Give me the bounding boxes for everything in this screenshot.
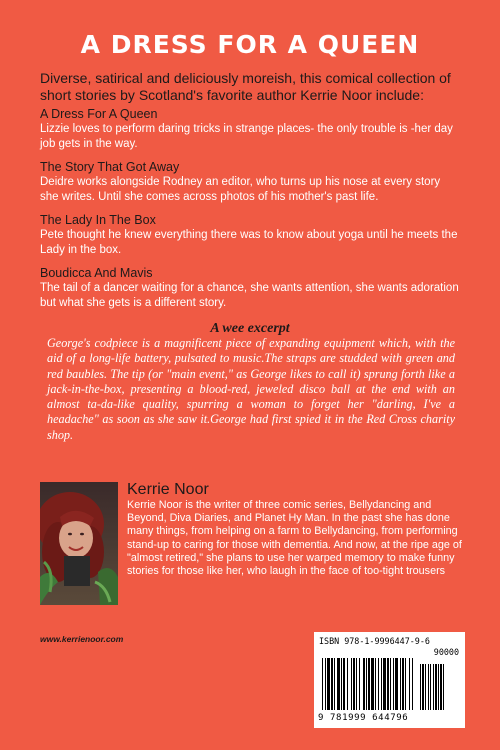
story-list bbox=[40, 107, 460, 319]
author-name: Kerrie Noor bbox=[127, 481, 209, 498]
story-description: Lizzie loves to perform daring tricks in strange places- the only trouble is -her day job gets in the way. bbox=[40, 123, 453, 150]
barcode-addon-number: 90000 bbox=[433, 647, 459, 657]
story-description: The tail of a dancer waiting for a chance, she wants attention, she wants adoration but what she gets is a different story. bbox=[40, 282, 459, 309]
book-title: A DRESS FOR A QUEEN bbox=[80, 30, 420, 59]
story-description: Pete thought he knew everything there was to know about yoga until he meets the Lady in the box. bbox=[40, 229, 458, 256]
excerpt-text: George's codpiece is a magnificent piece of expanding equipment which, with the aid of a long-life battery, pulsated to music.The straps are studded with green and red baubles. The tip (or "main event," as George likes to call it) sprung forth like a jack-in-the-box, presenting a blood-red, jeweled disco ball at the end with an almost ta-da-like quality, spurring a woman to forget her "darling, I've a headache" as soon as she saw it.George had first spied it in the Red Cross charity shop. bbox=[47, 336, 455, 442]
story-item bbox=[40, 266, 460, 310]
story-title: The Lady In The Box bbox=[40, 213, 156, 227]
barcode-number: 9 781999 644796 bbox=[318, 713, 409, 723]
story-description: Deidre works alongside Rodney an editor, who turns up his nose at every story she writes. Until she comes across photos of his mother's past life. bbox=[40, 176, 441, 203]
isbn-label: ISBN 978-1-9996447-9-6 bbox=[319, 636, 430, 646]
author-bio: Kerrie Noor is the writer of three comic series, Bellydancing and Beyond, Diva Diaries, and Planet Hy Man. In the past she has done many things, from helping on a farm to Bellydancing, from performing stand-up to caring for those with dementia. And now, at the ripe age of "almost retired," she plans to use her warped memory to make funny stories for those like her, who laugh in the face of too-tight trousers bbox=[127, 499, 462, 578]
story-title: Boudicca And Mavis bbox=[40, 266, 153, 280]
author-photo bbox=[40, 482, 118, 605]
excerpt-heading: A wee excerpt bbox=[210, 321, 290, 336]
story-item bbox=[40, 160, 460, 204]
story-title: The Story That Got Away bbox=[40, 160, 180, 174]
story-item bbox=[40, 213, 460, 257]
intro-paragraph: Diverse, satirical and deliciously moreish, this comical collection of short stories by Scotland's favorite author Kerrie Noor include: bbox=[40, 70, 451, 103]
story-item bbox=[40, 107, 460, 151]
isbn-barcode bbox=[314, 632, 465, 728]
story-title: A Dress For A Queen bbox=[40, 107, 158, 121]
barcode-bars bbox=[320, 658, 460, 712]
website-link[interactable]: www.kerrienoor.com bbox=[40, 634, 124, 644]
